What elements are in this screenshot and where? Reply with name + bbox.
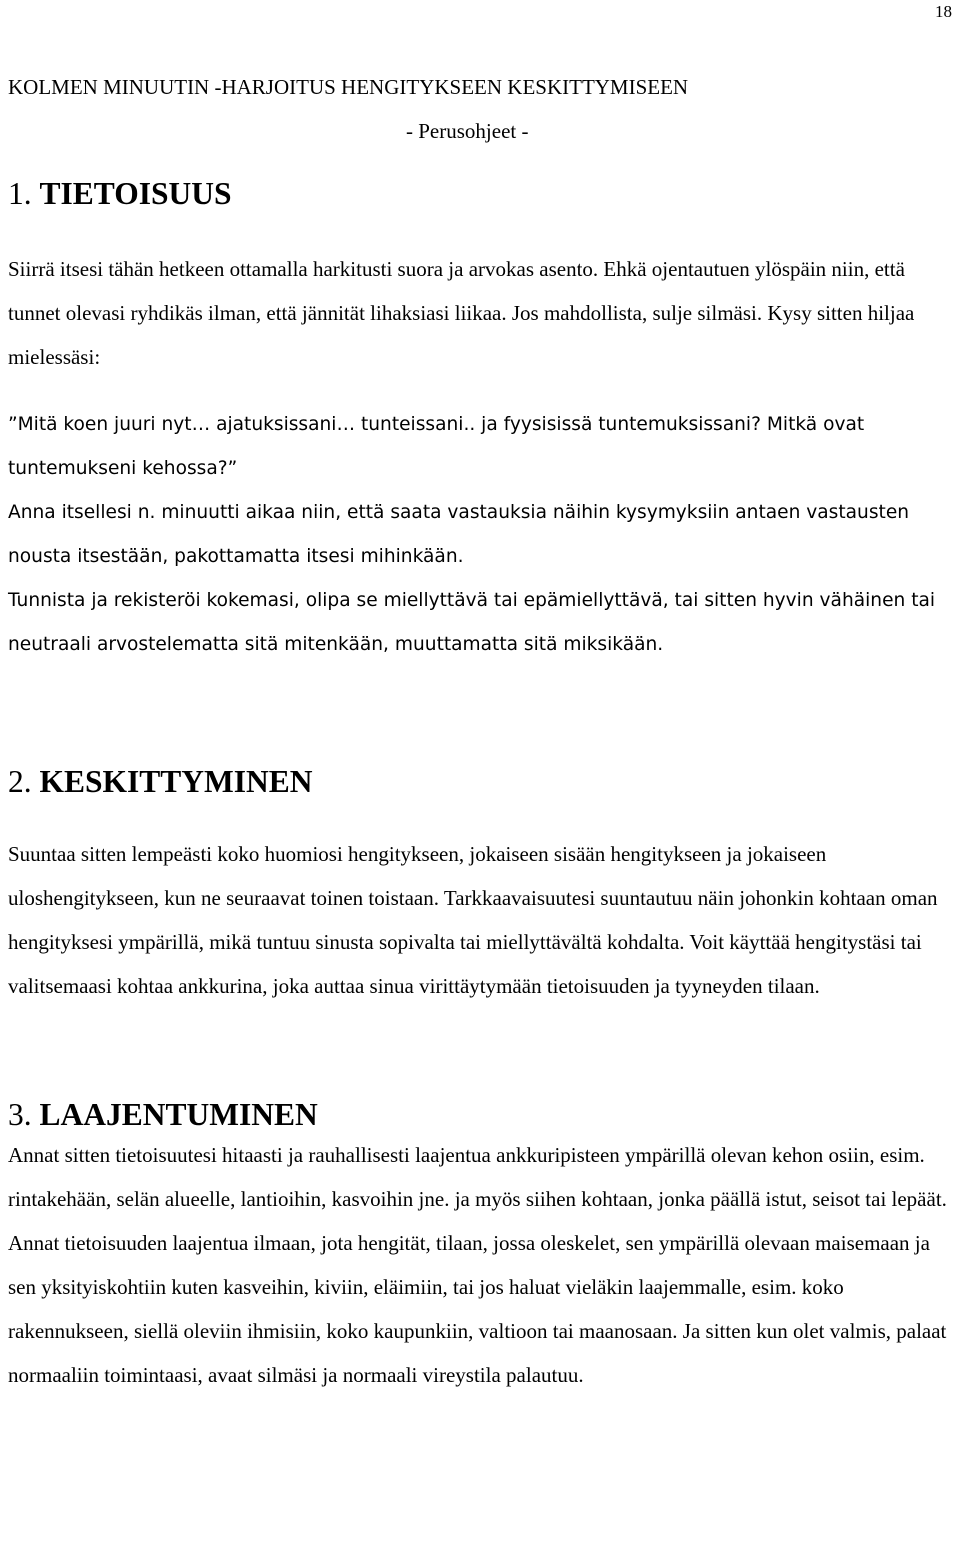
- page-number: 18: [935, 2, 952, 21]
- section-paragraph: Anna itsellesi n. minuutti aikaa niin, että saata vastauksia näihin kysymyksiin antaen vastausten nousta itsestään, pakottamatta itsesi mihinkään.: [8, 502, 910, 567]
- section-question: ”Mitä koen juuri nyt… ajatuksissani… tunteissani.. ja fyysisissä tuntemuksissani? Mitkä ovat tuntemukseni kehossa?”: [8, 414, 865, 479]
- section-paragraph: Tunnista ja rekisteröi kokemasi, olipa se miellyttävä tai epämiellyttävä, tai sitten hyvin vähäinen tai neutraali arvostelematta sitä mitenkään, muuttamatta sitä miksikään.: [8, 590, 936, 655]
- section-number: 2.: [8, 764, 32, 799]
- document-subtitle: - Perusohjeet -: [406, 119, 529, 143]
- document-body: [8, 72, 954, 1397]
- section-tietoisuus: [8, 176, 954, 667]
- section-title: TIETOISUUS: [39, 176, 232, 211]
- section-title: KESKITTYMINEN: [39, 764, 313, 799]
- section-heading: [8, 176, 954, 211]
- section-heading: [8, 1097, 954, 1132]
- section-heading: [8, 764, 954, 799]
- section-paragraph: Suuntaa sitten lempeästi koko huomiosi hengitykseen, jokaiseen sisään hengitykseen ja jokaiseen uloshengitykseen, kun ne seuraavat toinen toistaan. Tarkkaavaisuutesi suuntautuu näin johonkin kohtaan oman hengityksesi ympärillä, mikä tuntuu sinusta sopivalta tai miellyttävältä kohdalta. Voit käyttää hengitystäsi tai valitsemaasi kohtaa ankkurina, joka auttaa sinua virittäytymään tietoisuuden ja tyyneyden tilaan.: [8, 842, 938, 998]
- document-title: KOLMEN MINUUTIN -HARJOITUS HENGITYKSEEN KESKITTYMISEEN: [8, 75, 689, 99]
- section-paragraph: Siirrä itsesi tähän hetkeen ottamalla harkitusti suora ja arvokas asento. Ehkä ojentautuen ylöspäin niin, että tunnet olevasi ryhdikäs ilman, että jännität lihaksiasi liikaa. Jos mahdollista, sulje silmäsi. Kysy sitten hiljaa mielessäsi:: [8, 257, 915, 369]
- section-keskittyminen: [8, 764, 954, 1008]
- section-laajentuminen: [8, 1097, 954, 1397]
- section-number: 1.: [8, 176, 32, 211]
- section-title: LAAJENTUMINEN: [39, 1097, 318, 1132]
- section-paragraph: Annat sitten tietoisuutesi hitaasti ja rauhallisesti laajentua ankkuripisteen ympärillä olevan kehon osiin, esim. rintakehään, selän alueelle, lantioihin, kasvoihin jne. ja myös siihen kohtaan, jonka päällä istut, seisot tai lepäät. Annat tietoisuuden laajentua ilmaan, jota hengität, tilaan, jossa oleskelet, sen ympärillä olevaan maisemaan ja sen yksityiskohtiin kuten kasveihin, kiviin, eläimiin, tai jos haluat vieläkin laajemmalle, esim. koko rakennukseen, siellä oleviin ihmisiin, koko kaupunkiin, valtioon tai maanosaan. Ja sitten kun olet valmis, palaat normaaliin toimintaasi, avaat silmäsi ja normaali vireystila palautuu.: [8, 1143, 947, 1387]
- section-number: 3.: [8, 1097, 32, 1132]
